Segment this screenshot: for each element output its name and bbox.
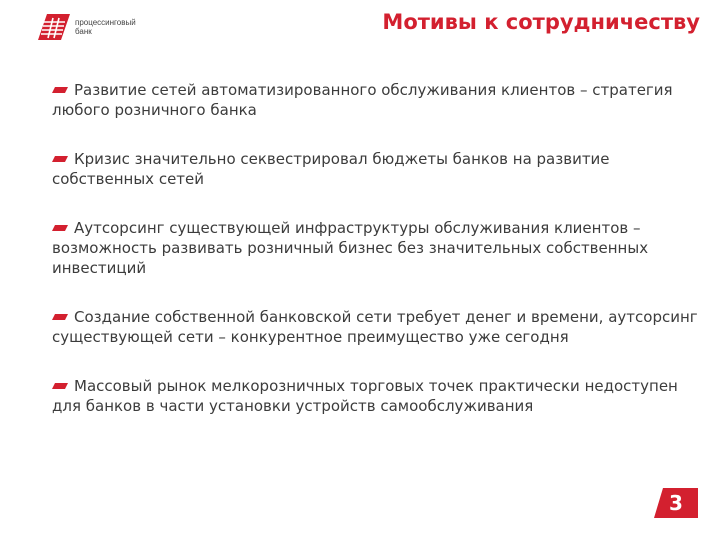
page-title: Мотивы к сотрудничеству [382, 10, 700, 34]
logo-line-2: банк [75, 27, 92, 36]
red-dash-bullet-icon [52, 314, 68, 320]
bullet-item-5 [52, 376, 702, 416]
bullet-text-2: Кризис значительно секвестрировал бюджеты банков на развитие собственных сетей [52, 150, 610, 188]
bank-logo [38, 14, 136, 40]
bullet-text-1: Развитие сетей автоматизированного обслуживания клиентов – стратегия любого розничного банка [52, 81, 673, 119]
logo-text [75, 18, 136, 36]
bullet-text-4: Создание собственной банковской сети требует денег и времени, аутсорсинг существующей сети – конкурентное преимущество уже сегодня [52, 308, 698, 346]
logo-line-1: процессинговый [75, 18, 136, 27]
bullet-text-5: Массовый рынок мелкорозничных торговых точек практически недоступен для банков в части установки устройств самообслуживания [52, 377, 678, 415]
page-number: 3 [669, 491, 683, 515]
red-dash-bullet-icon [52, 156, 68, 162]
bullet-item-1 [52, 80, 702, 120]
bullet-list [52, 80, 702, 445]
logo-mark-icon [38, 14, 70, 40]
red-dash-bullet-icon [52, 383, 68, 389]
bullet-item-4 [52, 307, 702, 347]
page-number-badge [654, 488, 698, 518]
red-dash-bullet-icon [52, 225, 68, 231]
bullet-item-3 [52, 218, 702, 278]
red-dash-bullet-icon [52, 87, 68, 93]
bullet-text-3: Аутсорсинг существующей инфраструктуры обслуживания клиентов – возможность развивать розничный бизнес без значительных собственных инвестиций [52, 219, 649, 277]
bullet-item-2 [52, 149, 702, 189]
